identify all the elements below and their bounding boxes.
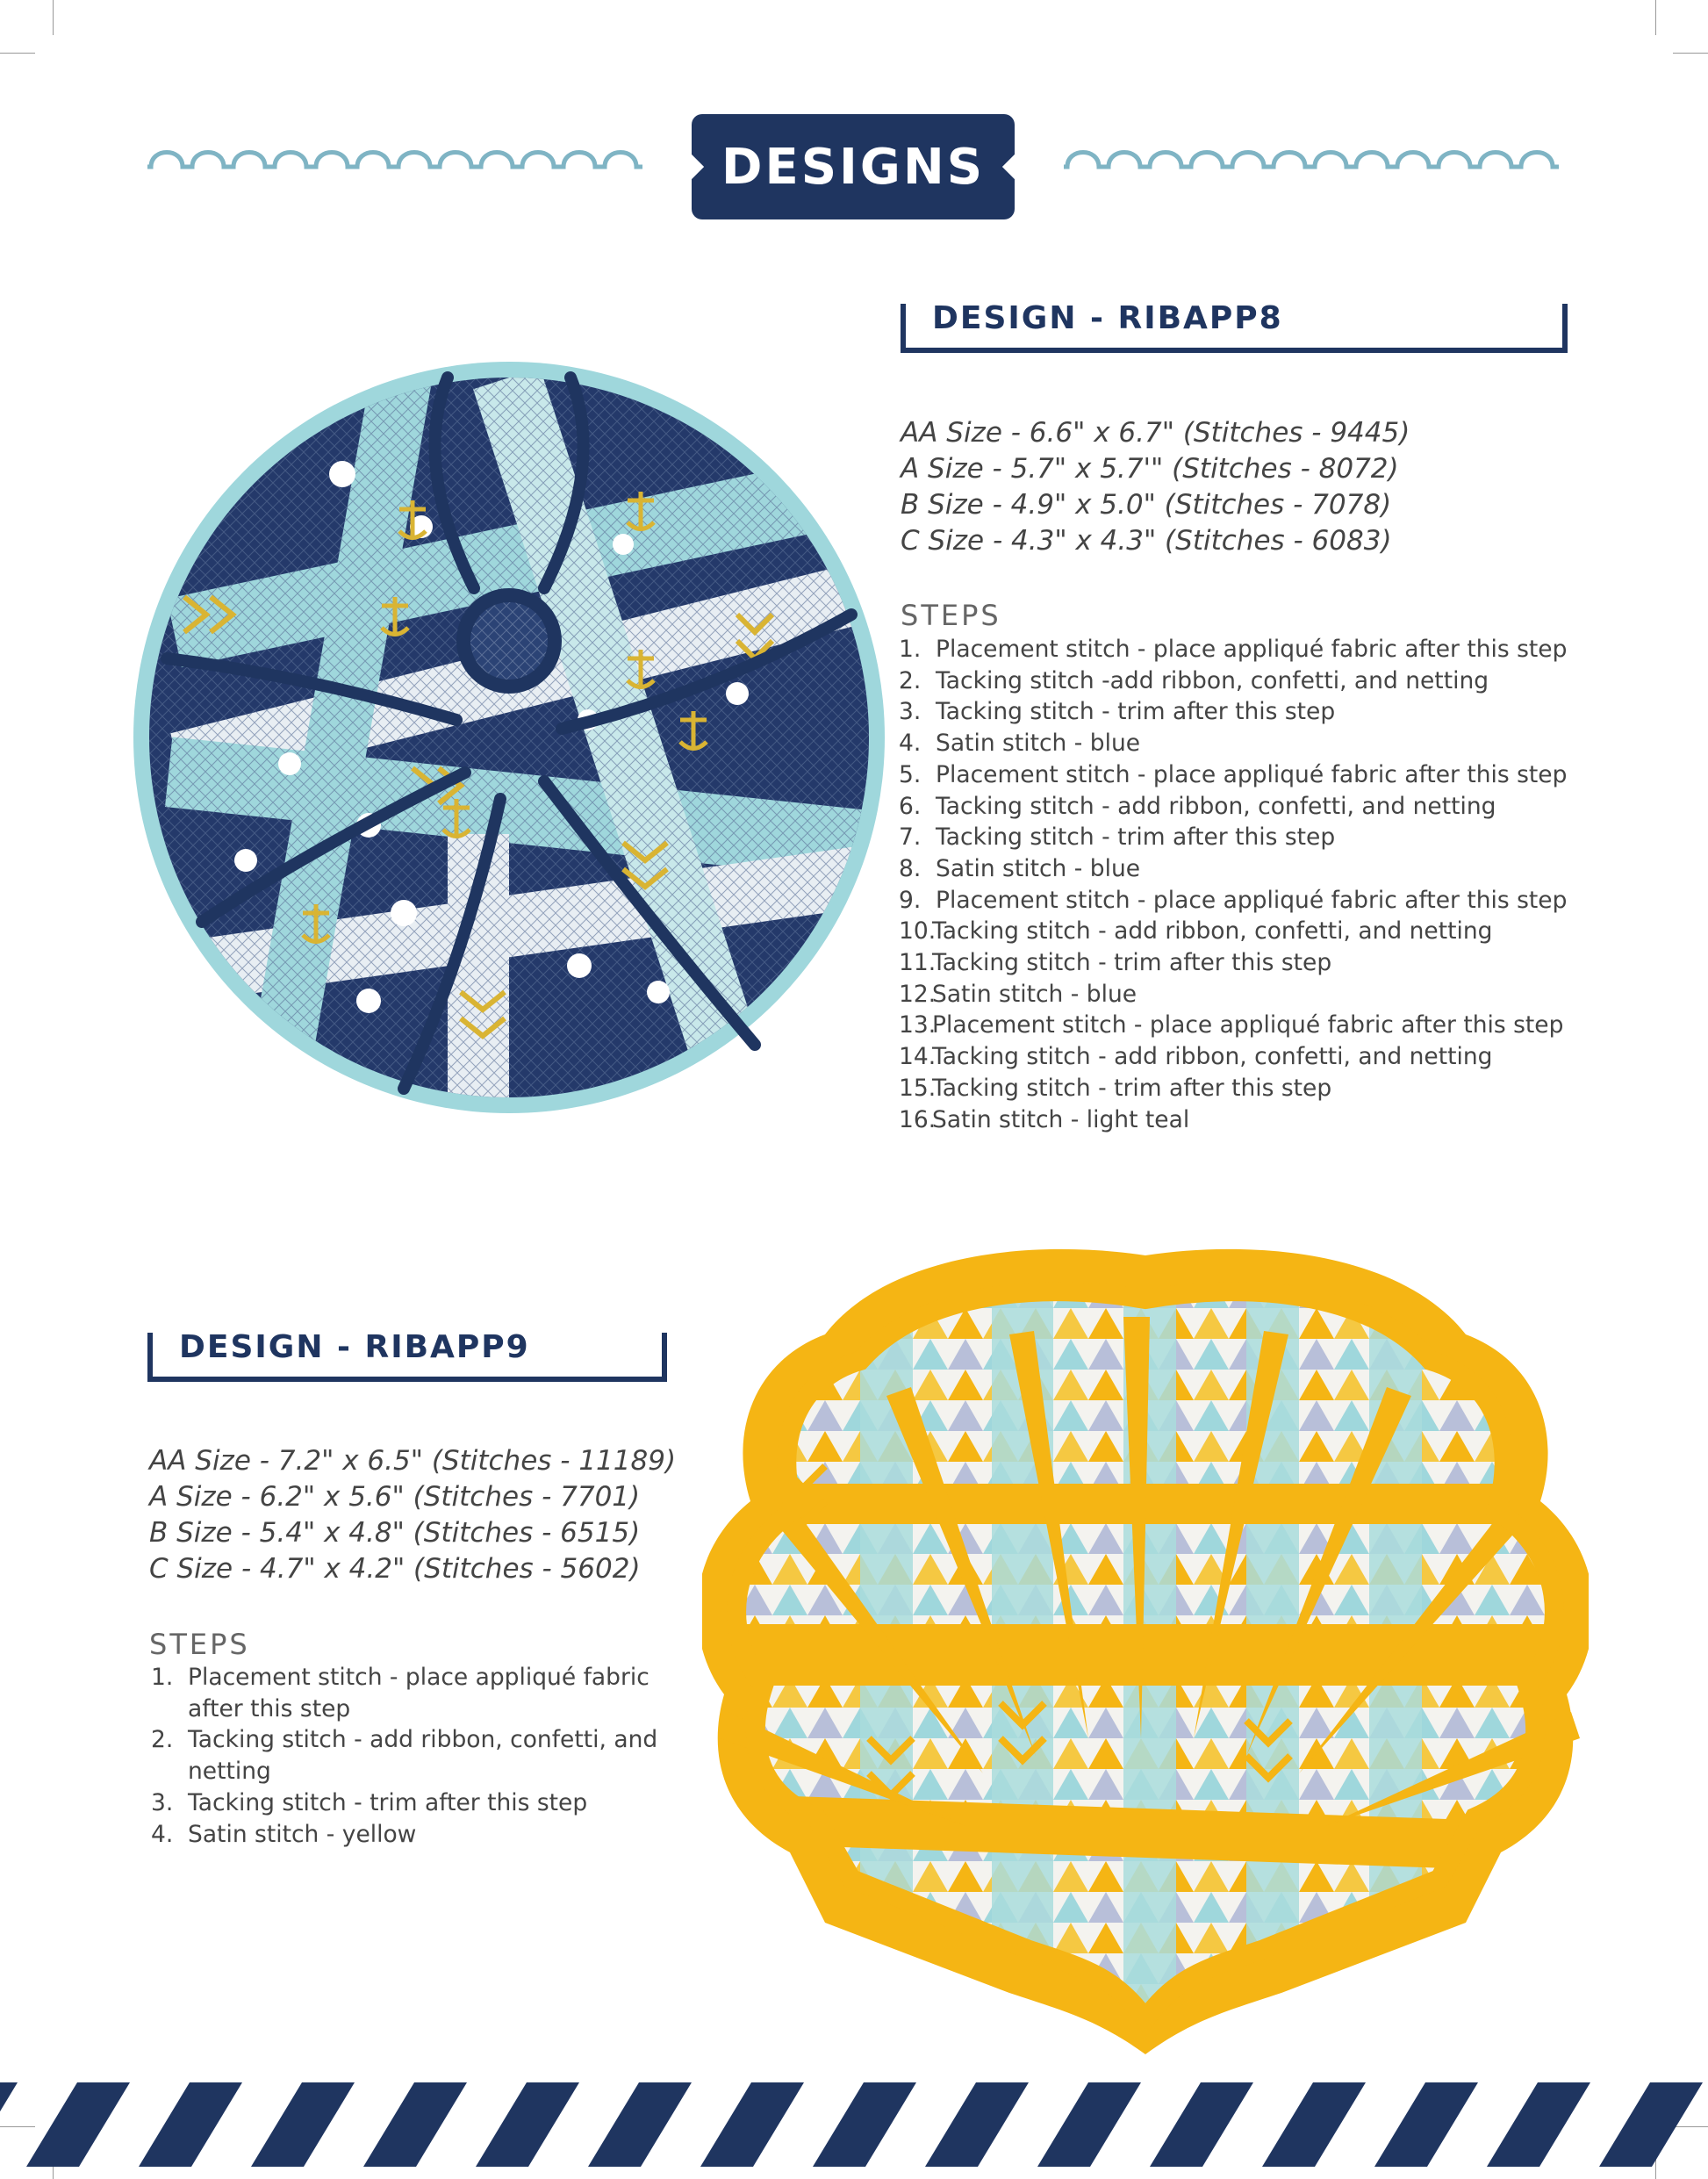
stripe bbox=[363, 2082, 467, 2167]
steps-list-ribapp8 bbox=[899, 634, 1567, 1135]
stripe bbox=[1374, 2082, 1478, 2167]
design-title: DESIGN - RIBAPP9 bbox=[179, 1329, 530, 1365]
stripe-border bbox=[0, 2082, 1708, 2167]
step-item: 2. Tacking stitch -add ribbon, confetti, and netting bbox=[899, 666, 1489, 694]
size-line: C Size - 4.7" x 4.2" (Stitches - 5602) bbox=[149, 1553, 641, 1585]
stripe bbox=[1599, 2082, 1703, 2167]
stripe bbox=[139, 2082, 242, 2167]
step-item: 12. Satin stitch - blue bbox=[899, 980, 1137, 1008]
size-line: AA Size - 7.2" x 6.5" (Stitches - 11189) bbox=[149, 1445, 677, 1477]
crop-mark bbox=[1655, 0, 1656, 35]
step-item: 13. Placement stitch - place appliqué fabric after this step bbox=[899, 1011, 1564, 1039]
step-item: 3. Tacking stitch - trim after this step bbox=[899, 698, 1336, 726]
design-title: DESIGN - RIBAPP8 bbox=[932, 300, 1283, 336]
step-item: 3. Tacking stitch - trim after this step bbox=[151, 1788, 588, 1816]
steps-heading: STEPS bbox=[901, 599, 1001, 632]
stripe bbox=[1487, 2082, 1590, 2167]
crop-mark bbox=[0, 53, 35, 54]
size-line: C Size - 4.3" x 4.3" (Stitches - 6083) bbox=[901, 525, 1392, 557]
size-line: A Size - 5.7" x 5.7'" (Stitches - 8072) bbox=[901, 453, 1399, 485]
step-item: 11. Tacking stitch - trim after this step bbox=[899, 949, 1332, 977]
crop-mark bbox=[53, 0, 54, 35]
stripe bbox=[476, 2082, 579, 2167]
stripe bbox=[1262, 2082, 1366, 2167]
step-item: 8. Satin stitch - blue bbox=[899, 854, 1141, 882]
seashell-applique-image bbox=[702, 1247, 1589, 2054]
stripe bbox=[700, 2082, 804, 2167]
step-item: 16. Satin stitch - light teal bbox=[899, 1105, 1190, 1133]
stripe bbox=[0, 2082, 18, 2167]
step-item: 1. Placement stitch - place appliqué fabric after this step bbox=[151, 1664, 649, 1722]
stripe bbox=[813, 2082, 916, 2167]
step-item: 14. Tacking stitch - add ribbon, confetti, and netting bbox=[899, 1043, 1493, 1071]
step-item: 15. Tacking stitch - trim after this step bbox=[899, 1074, 1332, 1102]
step-item: 9. Placement stitch - place appliqué fabric after this step bbox=[899, 886, 1568, 914]
stripe bbox=[1037, 2082, 1141, 2167]
step-item: 4. Satin stitch - blue bbox=[899, 730, 1141, 758]
design-header-ribapp9 bbox=[147, 1329, 667, 1382]
crop-mark bbox=[1673, 53, 1708, 54]
size-line: B Size - 5.4" x 4.8" (Stitches - 6515) bbox=[149, 1517, 641, 1549]
step-item: 7. Tacking stitch - trim after this step bbox=[899, 823, 1336, 852]
size-list-ribapp9 bbox=[149, 1443, 676, 1587]
step-item: 6. Tacking stitch - add ribbon, confetti, and netting bbox=[899, 792, 1496, 820]
size-line: B Size - 4.9" x 5.0" (Stitches - 7078) bbox=[901, 489, 1392, 521]
stripe bbox=[26, 2082, 130, 2167]
size-line: A Size - 6.2" x 5.6" (Stitches - 7701) bbox=[149, 1481, 641, 1513]
step-item: 10. Tacking stitch - add ribbon, confetti, and netting bbox=[899, 917, 1493, 946]
design-header-ribapp8 bbox=[901, 300, 1568, 353]
step-item: 2. Tacking stitch - add ribbon, confetti, and netting bbox=[151, 1726, 658, 1786]
beach-ball-applique-image bbox=[132, 360, 886, 1115]
step-item: 1. Placement stitch - place appliqué fabric after this step bbox=[899, 636, 1568, 663]
page-title: DESIGNS bbox=[721, 138, 986, 196]
size-list-ribapp8 bbox=[901, 415, 1410, 559]
steps-list-ribapp9 bbox=[151, 1662, 657, 1850]
wave-divider-left bbox=[147, 140, 644, 176]
step-item: 5. Placement stitch - place appliqué fabric after this step bbox=[899, 760, 1568, 788]
stripe bbox=[925, 2082, 1029, 2167]
wave-divider-right bbox=[1064, 140, 1561, 176]
stripe bbox=[588, 2082, 692, 2167]
page-title-banner bbox=[692, 114, 1015, 219]
stripe bbox=[1150, 2082, 1253, 2167]
step-item: 4. Satin stitch - yellow bbox=[151, 1820, 417, 1848]
stripe bbox=[251, 2082, 355, 2167]
size-line: AA Size - 6.6" x 6.7" (Stitches - 9445) bbox=[901, 417, 1410, 449]
steps-heading: STEPS bbox=[149, 1628, 250, 1661]
